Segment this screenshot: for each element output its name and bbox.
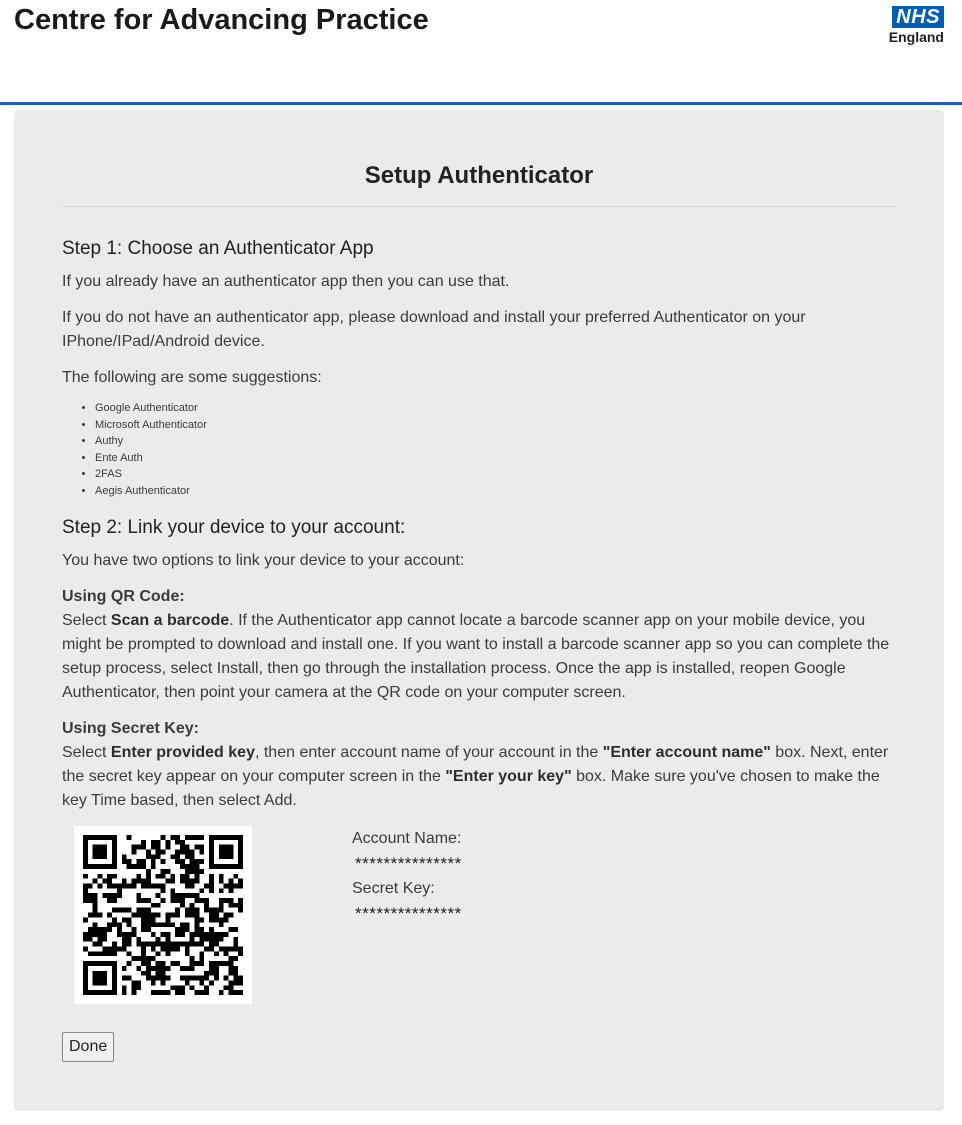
qr-and-account-row [62, 826, 896, 1014]
site-title: Centre for Advancing Practice [14, 4, 429, 36]
qr-code-graphic [83, 835, 243, 995]
secret-key-value: *************** [355, 904, 462, 923]
secret-text: box. Make sure you've chosen to make the key Time based, then select Add. [62, 768, 880, 809]
authenticator-suggestions-list [62, 400, 896, 499]
nhs-england-logo [889, 6, 944, 45]
qr-bold-text: Scan a barcode [110, 612, 230, 629]
site-header [0, 0, 962, 105]
account-details [352, 827, 462, 927]
account-name-label: Account Name: [352, 830, 462, 847]
secret-key-instructions [62, 717, 896, 813]
step1-paragraph-1: If you already have an authenticator app then you can use that. [62, 273, 510, 290]
secret-text: Select [62, 744, 111, 761]
card-content [62, 238, 896, 1014]
step2-heading: Step 2: Link your device to your account: [62, 517, 406, 538]
list-item: • Ente Auth [95, 450, 896, 467]
secret-text: box. Next, enter the secret key appear on your computer screen in the [62, 744, 889, 785]
step1-paragraph-3: The following are some suggestions: [62, 369, 322, 386]
setup-authenticator-card [14, 110, 944, 1111]
secret-key-heading: Using Secret Key: [62, 720, 199, 737]
list-item: • Google Authenticator [95, 400, 896, 417]
qr-text: . If the Authenticator app cannot locate a barcode scanner app on your mobile device, you might be prompted to download and install one. If you want to install a barcode scanner app so you can complete the setup process, select Install, then go through the installation process. Once the app is installed, reopen Google Authenticator, then point your camera at the QR code on your computer screen. [62, 612, 890, 701]
step1-heading: Step 1: Choose an Authenticator App [62, 238, 374, 259]
secret-bold-text: "Enter your key" [445, 768, 572, 785]
account-name-value: *************** [355, 854, 462, 873]
nhs-logo-subtitle: England [888, 29, 944, 45]
secret-bold-text: Enter provided key [110, 744, 255, 761]
secret-text: , then enter account name of your account in the [254, 744, 603, 761]
list-item: • 2FAS [95, 466, 896, 483]
step1-paragraph-2: If you do not have an authenticator app, please download and install your preferred Authenticator on your IPhone/IPad/Android device. [62, 309, 806, 350]
qr-code-instructions [62, 585, 896, 705]
qr-code-heading: Using QR Code: [62, 588, 185, 605]
secret-bold-text: "Enter account name" [602, 744, 771, 761]
list-item: • Microsoft Authenticator [95, 417, 896, 434]
qr-text: Select [62, 612, 111, 629]
qr-code-image [74, 826, 252, 1004]
list-item: • Aegis Authenticator [95, 483, 896, 500]
page-title: Setup Authenticator [62, 162, 896, 207]
list-item: • Authy [95, 433, 896, 450]
done-button[interactable]: Done [62, 1032, 114, 1062]
nhs-logo-mark: NHS [892, 6, 944, 28]
secret-key-label: Secret Key: [352, 880, 435, 897]
step2-intro: You have two options to link your device to your account: [62, 552, 465, 569]
